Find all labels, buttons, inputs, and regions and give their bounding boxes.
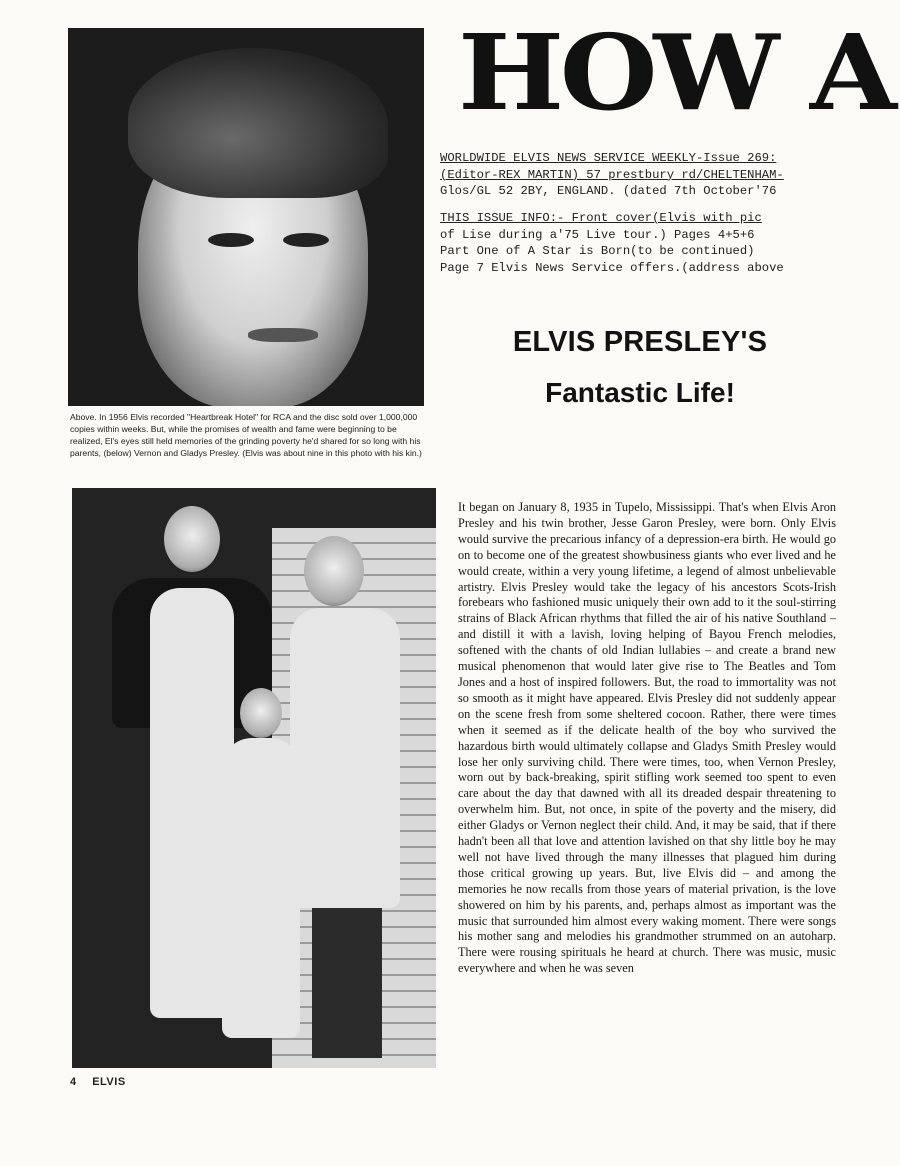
masthead-line-3: Glos/GL 52 2BY, ENGLAND. (dated 7th October'76 — [440, 184, 777, 199]
issue-info-line-4: Page 7 Elvis News Service offers.(address above — [440, 260, 784, 275]
father-head — [164, 506, 220, 572]
article-title-line-2: Fantastic Life! — [545, 377, 735, 408]
photo-caption: Above. In 1956 Elvis recorded "Heartbreak Hotel" for RCA and the disc sold over 1,000,000 copies within weeks. But, while the promises of wealth and fame were beginning to be realized, El's eyes still held memories of the grinding poverty he'd shared for so long with his parents, (below) Vernon and Gladys Presley. (Elvis was about nine in this photo with his kin.) — [70, 412, 422, 458]
mouth-shape — [248, 328, 318, 342]
left-eye-shape — [208, 233, 254, 247]
child-head — [240, 688, 282, 738]
masthead-line-2: (Editor-REX MARTIN) 57 prestbury rd/CHELTENHAM- — [440, 167, 784, 182]
article-body: It began on January 8, 1935 in Tupelo, Mississippi. That's when Elvis Aron Presley and his twin brother, Jesse Garon Presley, were born. Only Elvis would survive the precarious infancy of a depression-era birth. He would go on to become one of the greatest showbusiness giants who ever lived and he would create, within a very young lifetime, a legend of almost unbelievable artistry. Elvis Presley would take the legacy of his ancestors Scots-Irish forebears who fashioned music uniquely their own add to it the soul-stirring strains of Black African rhythms that filled the air of his native Southland – and distill it with a lavish, loving helping of Bayou French melodies, softened with the chants of old Indian lullabies – and create a brand new musical phenomenon that would later give rise to The Beatles and Tom Jones and a host of inspired followers. But, the road to immortality was not so smooth as it might have appeared. Elvis Presley did not suddenly appear on the scene fresh from some sheltered cocoon. Rather, there were times when it seemed as if the delicate health of the boy who survived the hazardous birth would ultimately collapse and Gladys Smith Presley would lose her only surviving child. There were times, too, when Vernon Presley, worn out by back-breaking, spirit stifling work seemed too spent to even care about the day that dawned with all its dreaded despair threatening to overwhelm him. But, not once, in spite of the poverty and the misery, did either Gladys or Vernon neglect their child. And, it may be said, that if there hadn't been all that love and attention lavished on that shy little boy he may well not have lived through the many illnesses that plagued him during those critical growing up years. But, live Elvis did – and among the memories he now recalls from those years of material privation, is the love showered on him by his parents, and, perhaps almost as important was the music that surrounded him almost every waking moment. There were songs his mother sang and melodies his grandmother strummed on an autoharp. There were rousing spirituals he heard at church. There was music, music everywhere and when he was seven — [458, 500, 836, 976]
elvis-portrait-photo — [68, 28, 424, 406]
mother-legs-shadow — [312, 908, 382, 1058]
issue-info-line-1: THIS ISSUE INFO:- Front cover(Elvis with pic — [440, 211, 762, 225]
issue-info-line-2: of Lise during a'75 Live tour.) Pages 4+5+6 — [440, 227, 755, 242]
newsletter-masthead-text — [440, 150, 870, 200]
page-footer — [70, 1076, 126, 1088]
headline: HOW A — [458, 11, 893, 134]
issue-info-line-3: Part One of A Star is Born(to be continued) — [440, 244, 755, 259]
right-eye-shape — [283, 233, 329, 247]
child-figure — [222, 738, 300, 1038]
hair-shape — [128, 48, 388, 198]
family-photo — [72, 488, 436, 1068]
issue-info-text — [440, 210, 870, 276]
mother-head — [304, 536, 364, 606]
footer-label-text: ELVIS — [92, 1076, 126, 1088]
page-number: 4 — [70, 1076, 77, 1088]
masthead-line-1: WORLDWIDE ELVIS NEWS SERVICE WEEKLY-Issue 269: — [440, 151, 777, 165]
article-title-line-1: ELVIS PRESLEY'S — [512, 326, 768, 358]
mother-figure — [290, 608, 400, 908]
